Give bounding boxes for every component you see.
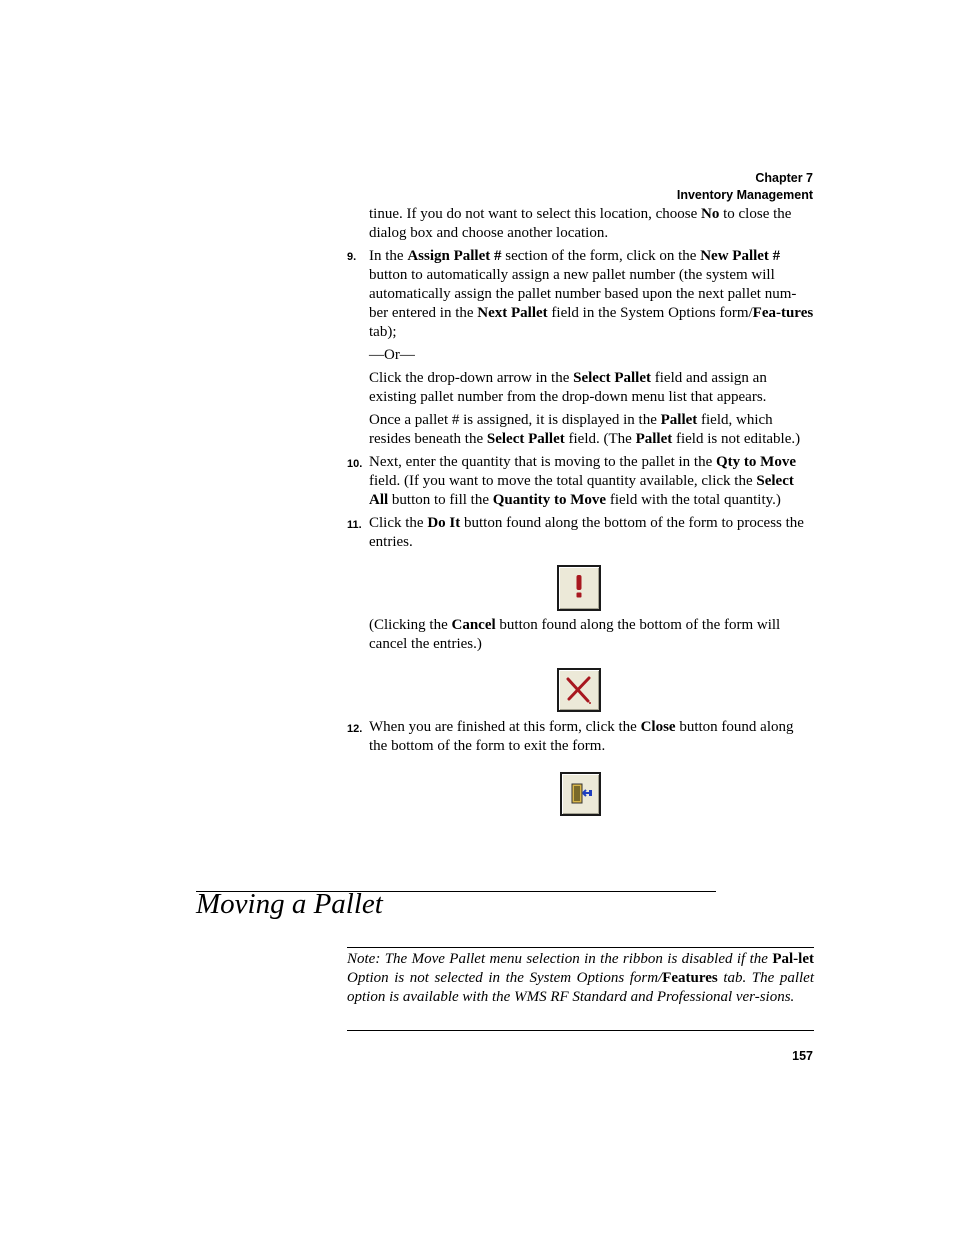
note-block: Note: The Move Pallet menu selection in the ribbon is disabled if the Pal-let Option is not selected in the System Options form/Features tab. The pallet option is available with the WMS RF Standard and Professional ver-sions. [347,951,814,1005]
cancel-paragraph: (Clicking the Cancel button found along the bottom of the form will cancel the entries.) [369,617,781,652]
or-separator: —Or— [369,347,415,363]
step-12-text: When you are finished at this form, click the Close button found along the bottom of the form to exit the form. [369,719,794,754]
step-number-9: 9. [347,251,357,263]
page-number: 157 [792,1049,813,1063]
step-11-text: Click the Do It button found along the bottom of the form to process the entries. [369,515,804,550]
step-9-dropdown-paragraph: Click the drop-down arrow in the Select Pallet field and assign an existing pallet number from the drop-down menu list that appears. [369,370,767,405]
do-it-button-image [557,565,601,611]
section-heading: Moving a Pallet [196,888,383,920]
step-number-11: 11. [347,519,362,531]
step-number-12: 12. [347,723,363,735]
running-header-title: Inventory Management [676,188,813,202]
close-button-image [560,772,601,816]
step-9-text: In the Assign Pallet # section of the form, click on the New Pallet # button to automatically assign a new pallet number (the system will automatically assign the pallet number based upon the next pallet num-ber entered in the Next Pallet field in the System Options form/Fea-tures tab); [369,248,814,340]
step-10-text: Next, enter the quantity that is moving to the pallet in the Qty to Move field. (If you want to move the total quantity available, click the Select All button to fill the Quantity to Move field with the total quantity.) [369,454,796,508]
note-top-rule [347,947,814,948]
note-bottom-rule [347,1030,814,1031]
cancel-button-image [557,668,601,712]
red-x-icon [559,670,599,710]
step-9-pallet-field-paragraph: Once a pallet # is assigned, it is displayed in the Pallet field, which resides beneath the Select Pallet field. (The Pallet field is not editable.) [369,412,801,447]
continuation-paragraph: tinue. If you do not want to select this location, choose No to close the dialog box and choose another location. [369,206,792,241]
running-header-chapter: Chapter 7 [755,171,813,185]
exit-door-icon [562,774,599,814]
step-number-10: 10. [347,458,363,470]
exclamation-icon [559,567,599,609]
